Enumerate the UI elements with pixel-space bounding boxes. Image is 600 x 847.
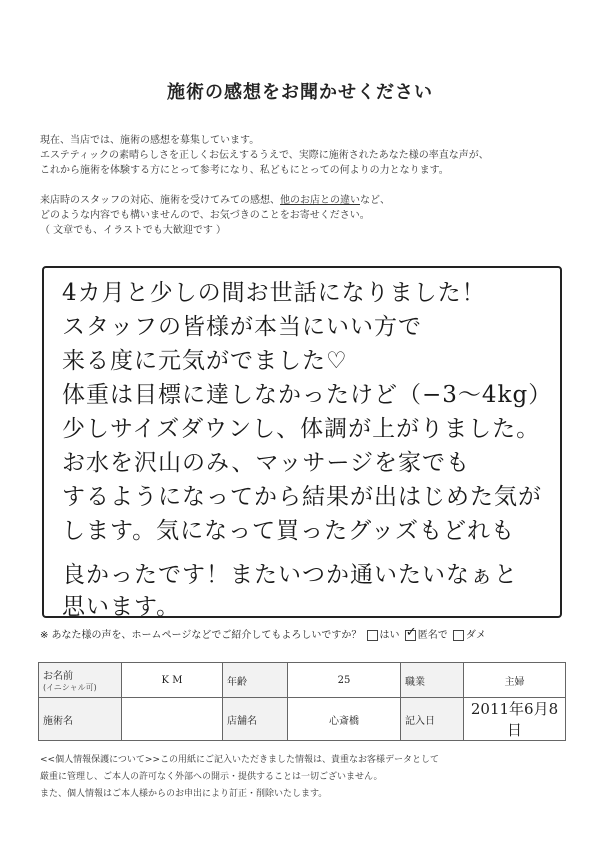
intro-line: エステティックの素晴らしさを正しくお伝えするうえで、実際に施術されたあなた様の率直な声が、: [40, 150, 489, 161]
consent-anonymous-label: 匿名で: [417, 630, 448, 641]
consent-yes-label: はい: [379, 630, 400, 641]
consent-anonymous-checkbox[interactable]: [405, 624, 417, 641]
privacy-line: <<個人情報保護について>>この用紙にご記入いただきました情報は、貴重なお客様データとして: [40, 755, 439, 765]
handwritten-line: 体重は目標に達しなかったけど（−3〜4kg）: [62, 382, 553, 408]
name-field[interactable]: K M: [122, 663, 223, 698]
intro-text: 来店時のスタッフの対応、施術を受けてみての感想、: [40, 195, 280, 206]
intro-line: 現在、当店では、施術の感想を募集しています。: [40, 135, 260, 146]
page-title: 施術の感想をお聞かせください: [167, 82, 433, 103]
handwritten-line: 少しサイズダウンし、体調が上がりました。: [62, 416, 541, 442]
handwritten-line: 4カ月と少しの間お世話になりました！: [62, 280, 486, 306]
intro-underlined-text: 他のお店との違い: [280, 195, 360, 206]
store-label: 店舗名: [223, 698, 288, 741]
handwritten-line: スタッフの皆様が本当にいい方で: [62, 314, 422, 340]
treatment-field[interactable]: [122, 698, 223, 741]
intro-line: [40, 193, 580, 208]
age-field[interactable]: 25: [288, 663, 401, 698]
consent-yes-checkbox[interactable]: [367, 630, 378, 641]
consent-no-label: ダメ: [465, 630, 486, 641]
handwritten-line: 思います。: [62, 594, 181, 620]
age-label: 年齢: [223, 663, 288, 698]
privacy-notice: [40, 752, 439, 803]
consent-question: [40, 626, 486, 641]
intro-paragraph-1: [40, 133, 580, 178]
intro-text: など、: [360, 195, 390, 206]
intro-line: （ 文章でも、イラストでも大歓迎です ）: [40, 225, 227, 236]
consent-question-text: ※ あなた様の声を、ホームページなどでご紹介してもよろしいですか？: [40, 630, 362, 641]
privacy-line: 厳重に管理し、ご本人の許可なく外部への開示・提供することは一切ございません。: [40, 772, 383, 782]
privacy-line: また、個人情報はご本人様からのお申出により訂正・削除いたします。: [40, 789, 328, 799]
intro-line: どのような内容でも構いませんので、お気づきのことをお寄せください。: [40, 210, 370, 221]
store-field[interactable]: 心斎橋: [288, 698, 401, 741]
handwritten-line: 良かったです！またいつか通いたいなぁと: [62, 562, 518, 588]
intro-paragraph-2: [40, 193, 580, 238]
name-label-cell: [39, 663, 122, 698]
table-row: [39, 663, 566, 698]
handwritten-line: お水を沢山のみ、マッサージを家でも: [62, 450, 470, 476]
handwritten-line: 来る度に元気がでました♡: [62, 348, 348, 374]
handwritten-line: します。気になって買ったグッズもどれも: [62, 518, 516, 544]
name-sublabel: (イニシャル可): [43, 683, 97, 692]
date-field[interactable]: 2011年6月8日: [464, 698, 566, 741]
treatment-label: 施術名: [39, 698, 122, 741]
table-row: [39, 698, 566, 741]
occupation-label: 職業: [401, 663, 464, 698]
date-label: 記入日: [401, 698, 464, 741]
comment-box: [42, 266, 562, 618]
consent-no-checkbox[interactable]: [453, 630, 464, 641]
customer-info-table: [38, 662, 566, 741]
intro-line: これから施術を体験する方にとって参考になり、私どもにとっての何よりの力となります。: [40, 165, 449, 176]
occupation-field[interactable]: 主婦: [464, 663, 566, 698]
check-mark-icon: ✓: [405, 624, 417, 640]
handwritten-line: するようになってから結果が出はじめた気が: [62, 484, 542, 510]
name-label: お名前: [43, 671, 73, 682]
